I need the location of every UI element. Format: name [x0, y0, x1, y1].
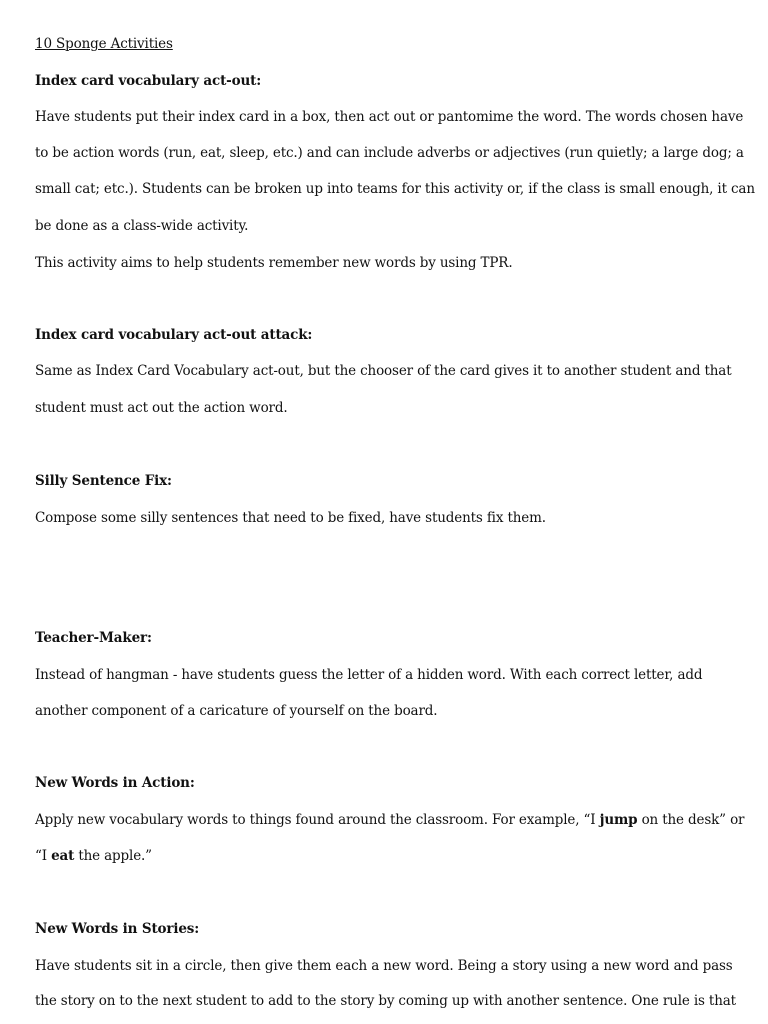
paragraph-line: Have students sit in a circle, then give them each a new word. Being a story using a new word and pass — [35, 958, 733, 974]
section-heading-new-words-in-action: New Words in Action: — [35, 775, 195, 791]
paragraph-line: student must act out the action word. — [35, 400, 288, 416]
paragraph-line — [35, 811, 744, 829]
paragraph-line: another component of a caricature of yourself on the board. — [35, 703, 438, 719]
paragraph-line: the story on to the next student to add to the story by coming up with another sentence. One rule is that — [35, 993, 736, 1009]
text-run: Apply new vocabulary words to things found around the classroom. For example, “I — [35, 812, 600, 828]
paragraph-line: Compose some silly sentences that need to be fixed, have students fix them. — [35, 510, 546, 526]
section-heading-silly-sentence-fix: Silly Sentence Fix: — [35, 473, 172, 489]
bold-word: eat — [51, 848, 75, 864]
paragraph-line: Same as Index Card Vocabulary act-out, but the chooser of the card gives it to another student and that — [35, 363, 732, 379]
paragraph-line — [35, 847, 152, 865]
text-run: the apple.” — [74, 848, 152, 864]
paragraph-line: small cat; etc.). Students can be broken up into teams for this activity or, if the class is small enough, it can — [35, 181, 755, 197]
document-title: 10 Sponge Activities — [35, 36, 173, 52]
paragraph-line: This activity aims to help students remember new words by using TPR. — [35, 255, 513, 271]
section-heading-new-words-in-stories: New Words in Stories: — [35, 921, 200, 937]
text-run: on the desk” or — [637, 812, 745, 828]
section-heading-act-out: Index card vocabulary act-out: — [35, 73, 262, 89]
section-heading-teacher-maker: Teacher-Maker: — [35, 630, 152, 646]
paragraph-line: Have students put their index card in a box, then act out or pantomime the word. The words chosen have — [35, 109, 744, 125]
paragraph-line: Instead of hangman - have students guess the letter of a hidden word. With each correct letter, add — [35, 667, 703, 683]
section-heading-act-out-attack: Index card vocabulary act-out attack: — [35, 327, 313, 343]
text-run: “I — [35, 848, 52, 864]
bold-word: jump — [599, 812, 638, 828]
paragraph-line: to be action words (run, eat, sleep, etc.) and can include adverbs or adjectives (run quietly; a large dog; a — [35, 145, 744, 161]
paragraph-line: be done as a class-wide activity. — [35, 218, 249, 234]
